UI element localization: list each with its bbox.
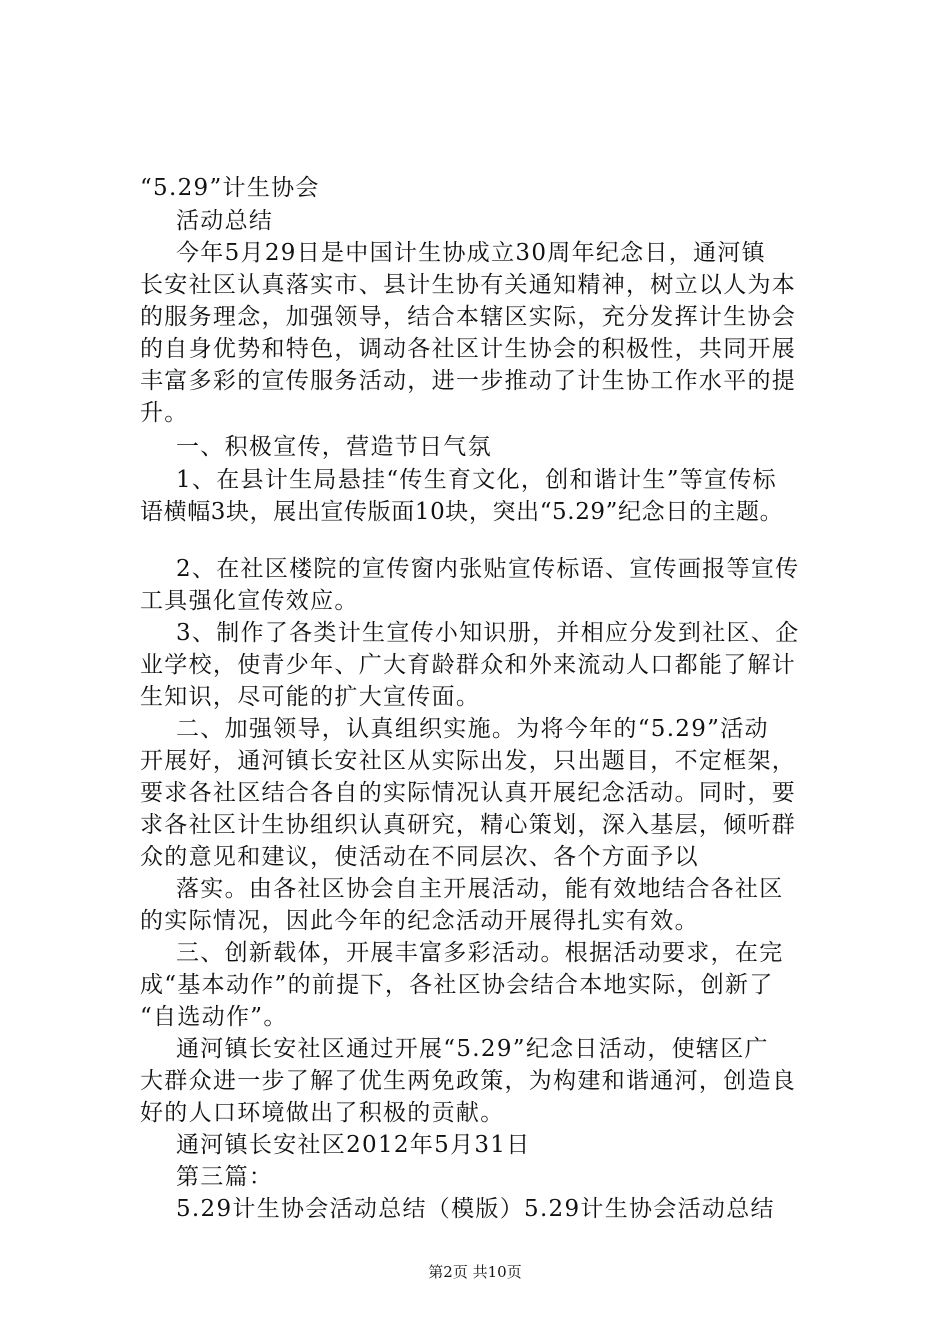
signature-date-line: 通河镇长安社区2012年5月31日 (176, 1132, 531, 1158)
paragraph-line: 的服务理念，加强领导，结合本辖区实际，充分发挥计生协会 (140, 304, 797, 330)
paragraph-line: 丰富多彩的宣传服务活动，进一步推动了计生协工作水平的提 (140, 368, 797, 394)
paragraph-line: 的实际情况，因此今年的纪念活动开展得扎实有效。 (140, 908, 699, 934)
page-number-footer: 第2页 共10页 (428, 1263, 522, 1281)
paragraph-line: 成“基本动作”的前提下，各社区协会结合本地实际，创新了 (140, 972, 774, 998)
paragraph-line: 要求各社区结合各自的实际情况认真开展纪念活动。同时，要 (140, 780, 797, 806)
paragraph-line: 落实。由各社区协会自主开展活动，能有效地结合各社区 (176, 876, 784, 902)
paragraph-line: 长安社区认真落实市、县计生协有关通知精神，树立以人为本 (140, 272, 797, 298)
section-heading-2-line: 二、加强领导，认真组织实施。为将今年的“5.29”活动 (176, 716, 769, 742)
section-heading-3-line: 三、创新载体，开展丰富多彩活动。根据活动要求，在完 (176, 940, 784, 966)
paragraph-line: 今年5月29日是中国计生协成立30周年纪念日，通河镇 (176, 240, 766, 266)
paragraph-line: 升。 (140, 400, 189, 426)
paragraph-line: 语横幅3块，展出宣传版面10块，突出“5.29”纪念日的主题。 (140, 499, 784, 525)
chapter-label: 第三篇： (176, 1164, 274, 1190)
paragraph-line: 开展好，通河镇长安社区从实际出发，只出题目，不定框架， (140, 748, 797, 774)
doc-title-line-1: “5.29”计生协会 (140, 175, 320, 201)
paragraph-line: 生知识，尽可能的扩大宣传面。 (140, 684, 481, 710)
paragraph-line: 的自身优势和特色，调动各社区计生协会的积极性，共同开展 (140, 336, 797, 362)
section-heading-1: 一、积极宣传，营造节日气氛 (176, 434, 492, 460)
paragraph-line: 工具强化宣传效应。 (140, 588, 359, 614)
paragraph-line: 求各社区计生协组织认真研究，精心策划，深入基层，倾听群 (140, 812, 797, 838)
paragraph-line: 3、制作了各类计生宣传小知识册，并相应分发到社区、企 (176, 620, 800, 646)
chapter-title: 5.29计生协会活动总结（模版）5.29计生协会活动总结 (176, 1196, 775, 1222)
paragraph-line: 业学校，使青少年、广大育龄群众和外来流动人口都能了解计 (140, 652, 797, 678)
paragraph-line: 众的意见和建议，使活动在不同层次、各个方面予以 (140, 844, 699, 870)
paragraph-line: 好的人口环境做出了积极的贡献。 (140, 1100, 505, 1126)
paragraph-line: 2、在社区楼院的宣传窗内张贴宣传标语、宣传画报等宣传 (176, 556, 800, 582)
paragraph-line: “自选动作”。 (140, 1004, 288, 1030)
paragraph-line: 通河镇长安社区通过开展“5.29”纪念日活动，使辖区广 (176, 1036, 769, 1062)
doc-title-line-2: 活动总结 (176, 208, 274, 234)
paragraph-line: 大群众进一步了解了优生两免政策，为构建和谐通河，创造良 (140, 1068, 797, 1094)
paragraph-line: 1、在县计生局悬挂“传生育文化，创和谐计生”等宣传标 (176, 467, 777, 493)
